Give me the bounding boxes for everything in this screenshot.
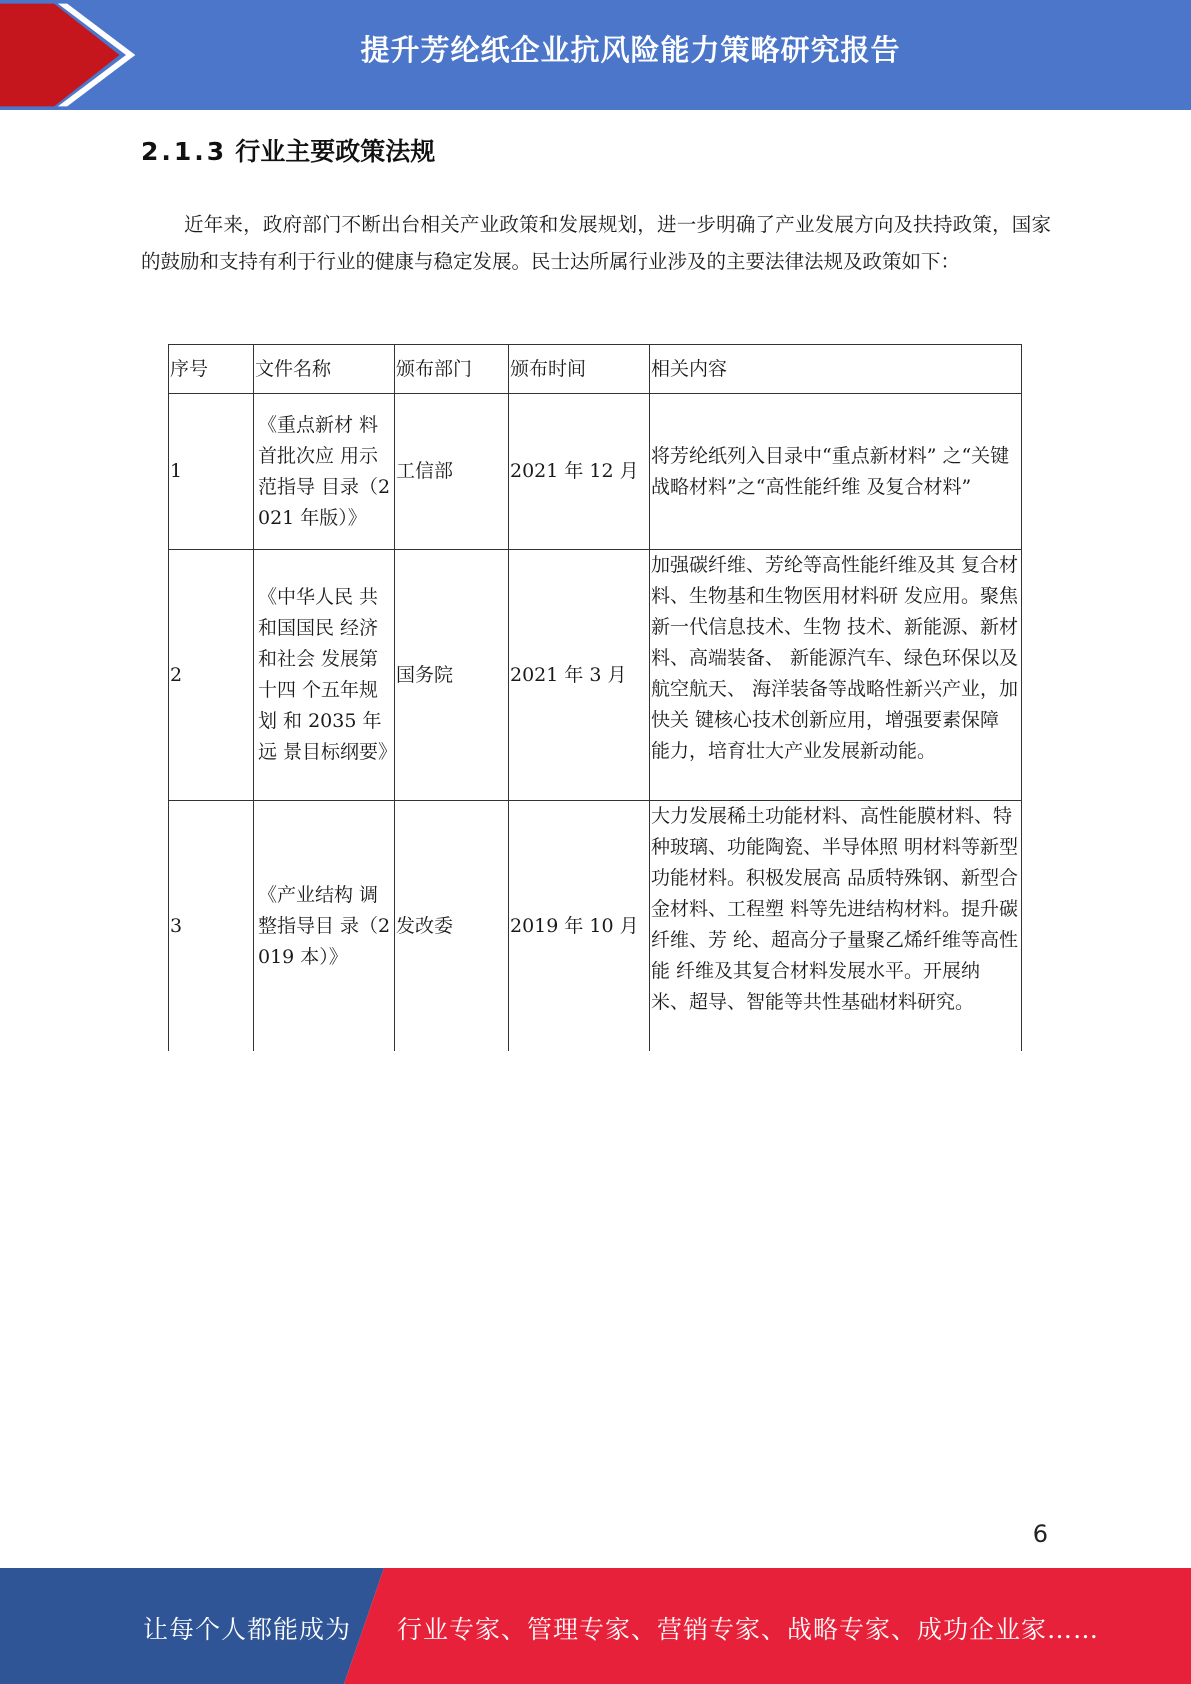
related-content: 加强碳纤维、芳纶等高性能纤维及其 复合材料、生物基和生物医用材料研 发应用。聚焦新一代信息技术、生物 技术、新能源、新材料、高端装备、 新能源汽车、绿色环保以及航空航天、 海洋装备等战略性新兴产业，加快关 键核心技术创新应用，增强要素保障 能力，培育壮大产业发展新动能。 bbox=[650, 550, 1022, 801]
issue-date: 2019 年 10 月 bbox=[509, 801, 650, 1052]
issuing-department: 发改委 bbox=[395, 801, 509, 1052]
related-content: 将芳纶纸列入目录中“重点新材料” 之“关键战略材料”之“高性能纤维 及复合材料” bbox=[650, 394, 1022, 550]
section-heading bbox=[141, 132, 435, 168]
document-name: 《重点新材 料首批次应 用示范指导 目录（2021 年版）》 bbox=[254, 394, 395, 550]
document-name: 《产业结构 调整指导目 录（2019 本）》 bbox=[254, 801, 395, 1052]
table-header-row bbox=[169, 345, 1022, 394]
column-header: 颁布部门 bbox=[395, 345, 509, 394]
page-header bbox=[0, 0, 1191, 110]
policy-table bbox=[168, 344, 1022, 1051]
related-content: 大力发展稀土功能材料、高性能膜材料、特种玻璃、功能陶瓷、半导体照 明材料等新型功能材料。积极发展高 品质特殊钢、新型合金材料、工程塑 料等先进结构材料。提升碳纤维、芳 纶、超高分子量聚乙烯纤维等高性能 纤维及其复合材料发展水平。开展纳 米、超导、智能等共性基础材料研究。 bbox=[650, 801, 1022, 1052]
row-number: 1 bbox=[169, 394, 254, 550]
footer-slogan-right: 行业专家、管理专家、营销专家、战略专家、成功企业家…… bbox=[397, 1615, 1100, 1644]
row-number: 2 bbox=[169, 550, 254, 801]
table-row bbox=[169, 394, 1022, 550]
page-footer bbox=[0, 1568, 1191, 1684]
issue-date: 2021 年 3 月 bbox=[509, 550, 650, 801]
table-row bbox=[169, 801, 1022, 1052]
intro-paragraph: 近年来，政府部门不断出台相关产业政策和发展规划，进一步明确了产业发展方向及扶持政策，国家的鼓励和支持有利于行业的健康与稳定发展。民士达所属行业涉及的主要法律法规及政策如下： bbox=[141, 213, 1051, 273]
row-number: 3 bbox=[169, 801, 254, 1052]
column-header: 相关内容 bbox=[650, 345, 1022, 394]
page-number: 6 bbox=[1032, 1520, 1048, 1548]
column-header: 颁布时间 bbox=[509, 345, 650, 394]
report-title: 提升芳纶纸企业抗风险能力策略研究报告 bbox=[360, 33, 901, 67]
column-header: 序号 bbox=[169, 345, 254, 394]
section-number: 2.1.3 bbox=[141, 137, 228, 166]
footer-slogan-left: 让每个人都能成为 bbox=[143, 1615, 352, 1644]
issuing-department: 工信部 bbox=[395, 394, 509, 550]
issuing-department: 国务院 bbox=[395, 550, 509, 801]
column-header: 文件名称 bbox=[254, 345, 395, 394]
issue-date: 2021 年 12 月 bbox=[509, 394, 650, 550]
header-chevron-decoration bbox=[0, 0, 140, 110]
section-title: 行业主要政策法规 bbox=[235, 137, 436, 166]
document-name: 《中华人民 共和国国民 经济和社会 发展第十四 个五年规划 和 2035 年远 景目标纲要》 bbox=[254, 550, 395, 801]
table-row bbox=[169, 550, 1022, 801]
